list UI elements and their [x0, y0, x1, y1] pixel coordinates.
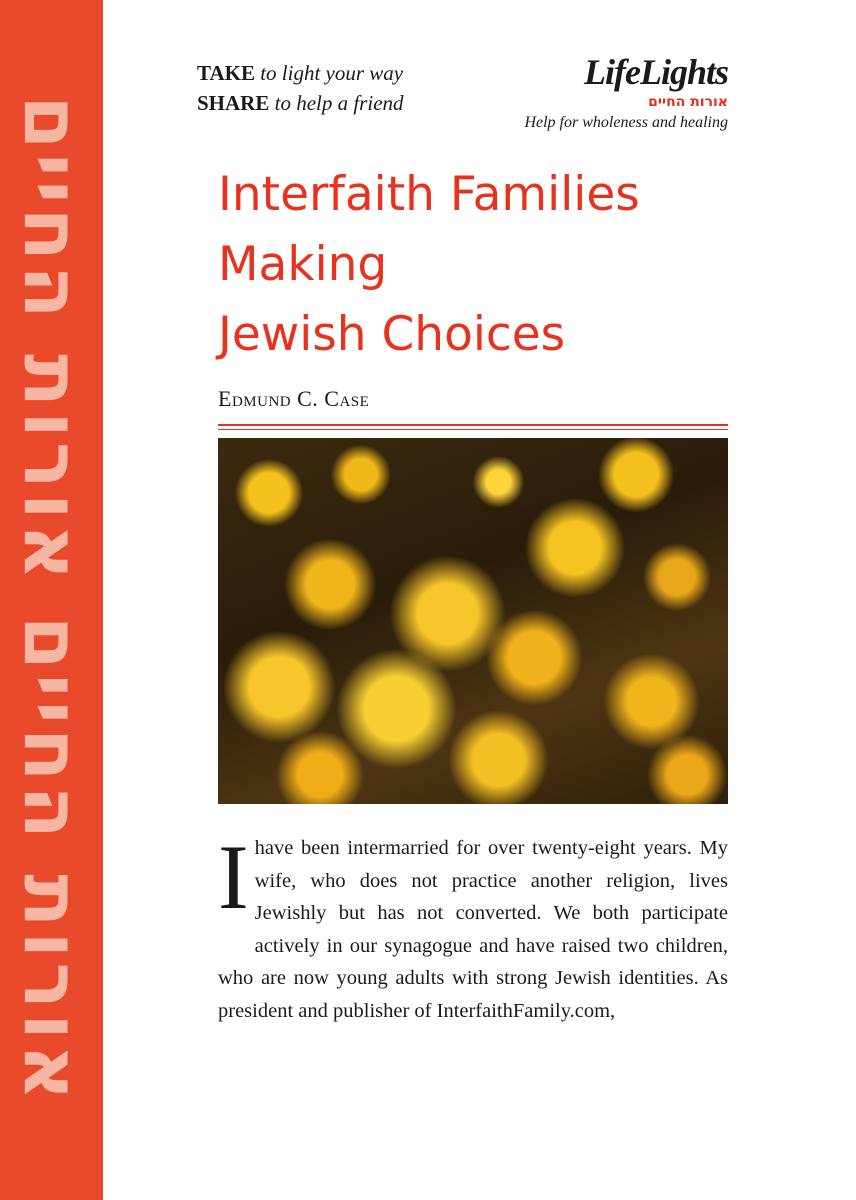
page-title	[218, 160, 640, 370]
drop-cap: I	[218, 826, 249, 928]
brand-tagline: Help for wholeness and healing	[524, 114, 728, 131]
author-name: Edmund C. Case	[218, 386, 370, 411]
brand-logo	[524, 52, 728, 134]
tagline-take: TAKE to light your way	[197, 61, 404, 85]
title-line: Jewish Choices	[218, 307, 566, 362]
tagline-share: SHARE to help a friend	[197, 91, 404, 115]
brand-name: LifeLights	[584, 52, 728, 92]
tagline	[197, 58, 404, 118]
yellow-flowers-photo	[218, 438, 728, 804]
title-line: Interfaith Families	[218, 167, 640, 222]
brand-hebrew: אורות החיים	[648, 94, 728, 110]
side-spine	[0, 0, 103, 1200]
body-text: have been intermarried for over twenty-eight years. My wife, who does not practice another religion, lives Jewishly but has not converted. We both participate actively in our synagogue and have raised two children, who are now young adults with strong Jewish identities. As president and publisher of InterfaithFamily.com,	[218, 837, 728, 1022]
spine-hebrew-text: אורות החיים אורות החיים	[6, 95, 96, 1105]
divider	[218, 424, 728, 426]
title-line: Making	[218, 237, 388, 292]
body-paragraph	[218, 826, 728, 1027]
divider	[218, 429, 728, 430]
